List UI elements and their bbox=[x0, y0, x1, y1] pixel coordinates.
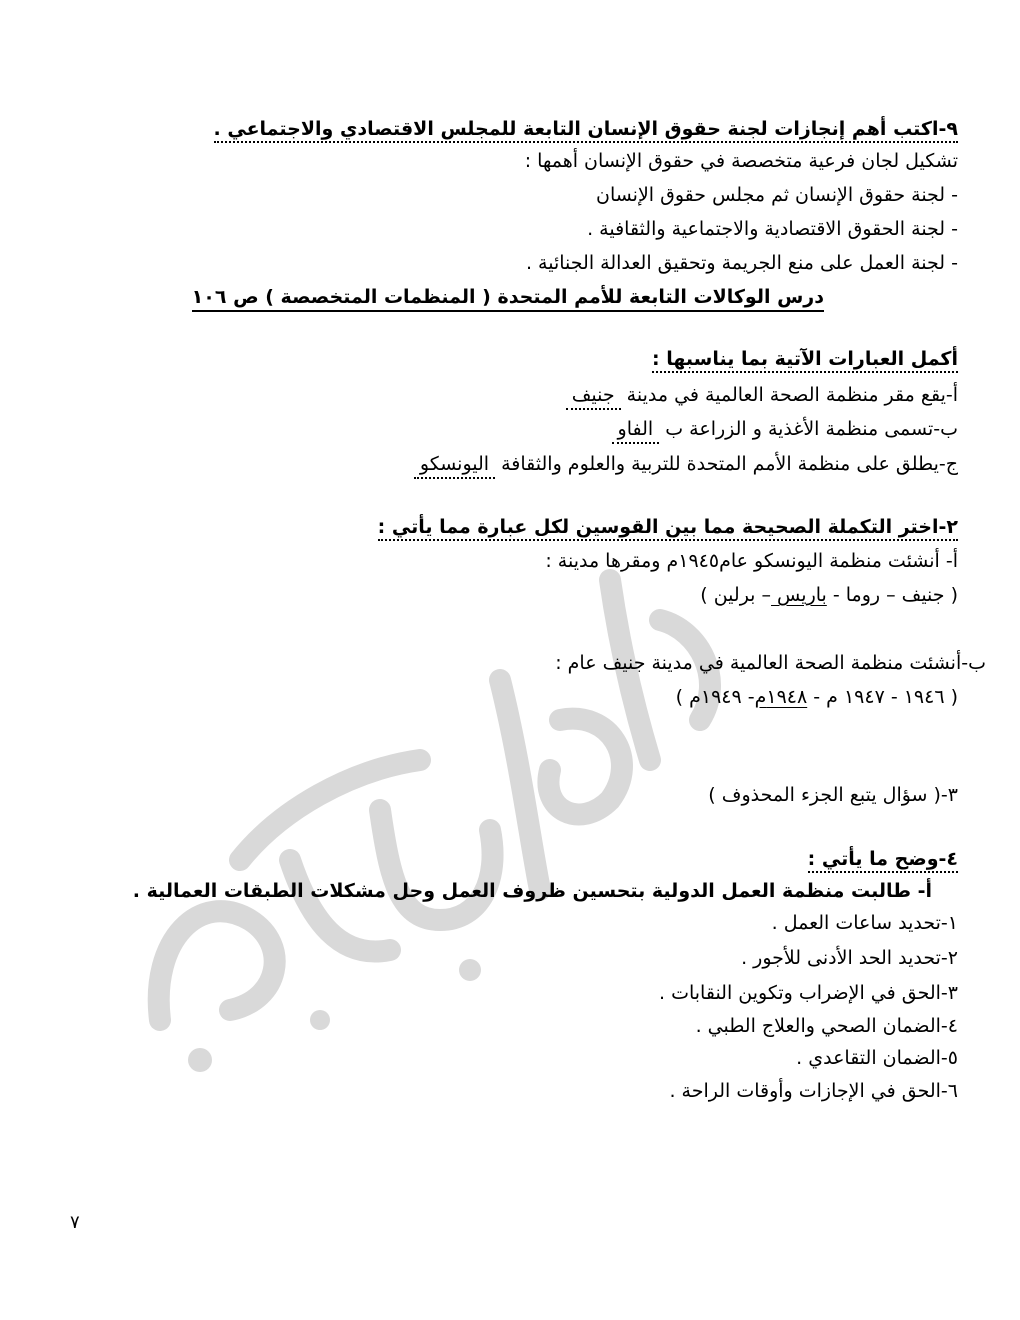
q3-text: ٣-( سؤال يتبع الجزء المحذوف ) bbox=[708, 784, 958, 806]
q9-item-3: - لجنة العمل على منع الجريمة وتحقيق العدالة الجنائية . bbox=[525, 252, 958, 274]
q1-answer-c: اليونسكو bbox=[414, 451, 495, 479]
watermark-calligraphy bbox=[140, 560, 740, 1080]
q4-item-1: ١-تحديد ساعات العمل . bbox=[771, 912, 958, 934]
q4-item-4: ٤-الضمان الصحي والعلاج الطبي . bbox=[695, 1015, 958, 1037]
q4-title: ٤-وضح ما يأتي : bbox=[808, 846, 958, 872]
q1-item-b: ب-تسمى منظمة الأغذية و الزراعة ب الفاو bbox=[612, 416, 958, 444]
q9-item-1: - لجنة حقوق الإنسان ثم مجلس حقوق الإنسان bbox=[595, 184, 958, 206]
q1-title: أكمل العبارات الآتية بما يناسبها : bbox=[652, 346, 958, 372]
q4-item-6: ٦-الحق في الإجازات وأوقات الراحة . bbox=[669, 1080, 958, 1102]
page-number: ٧ bbox=[70, 1212, 80, 1233]
q2-item-b: ب-أنشئت منظمة الصحة العالمية في مدينة جنيف عام : bbox=[555, 652, 986, 674]
q9-title: ٩-اكتب أهم إنجازات لجنة حقوق الإنسان التابعة للمجلس الاقتصادي والاجتماعي . bbox=[214, 116, 958, 142]
q1-item-c: ج-يطلق على منظمة الأمم المتحدة للتربية والعلوم والثقافة اليونسكو bbox=[414, 451, 958, 479]
q2-title: ٢-اختر التكملة الصحيحة مما بين القوسين لكل عبارة مما يأتي : bbox=[378, 514, 958, 540]
q4-item-2: ٢-تحديد الحد الأدنى للأجور . bbox=[741, 947, 958, 969]
q1-answer-b: الفاو bbox=[612, 416, 660, 444]
q2-correct-a: باريس bbox=[771, 584, 827, 606]
q4-item-5: ٥-الضمان التقاعدي . bbox=[796, 1047, 958, 1069]
lesson-title: درس الوكالات التابعة للأمم المتحدة ( المنظمات المتخصصة ) ص ١٠٦ bbox=[192, 284, 824, 310]
q2-item-a: أ- أنشئت منظمة اليونسكو عام١٩٤٥م ومقرها مدينة : bbox=[545, 550, 958, 572]
q2-options-a: ( جنيف – روما - باريس – برلين ) bbox=[700, 584, 958, 606]
q2-options-b: ( ١٩٤٦ - ١٩٤٧ م - ١٩٤٨م- ١٩٤٩م ) bbox=[675, 686, 958, 708]
q1-answer-a: جنيف bbox=[566, 382, 621, 410]
q4-subtitle: أ- طالبت منظمة العمل الدولية بتحسين ظروف العمل وحل مشكلات الطبقات العمالية . bbox=[132, 880, 932, 902]
q9-intro: تشكيل لجان فرعية متخصصة في حقوق الإنسان أهمها : bbox=[524, 150, 958, 172]
q2-correct-b: ١٩٤٨م bbox=[754, 686, 808, 708]
q9-item-2: - لجنة الحقوق الاقتصادية والاجتماعية والثقافية . bbox=[587, 218, 958, 240]
q1-item-a: أ-يقع مقر منظمة الصحة العالمية في مدينة جنيف bbox=[566, 382, 958, 410]
q4-item-3: ٣-الحق في الإضراب وتكوين النقابات . bbox=[659, 982, 958, 1004]
